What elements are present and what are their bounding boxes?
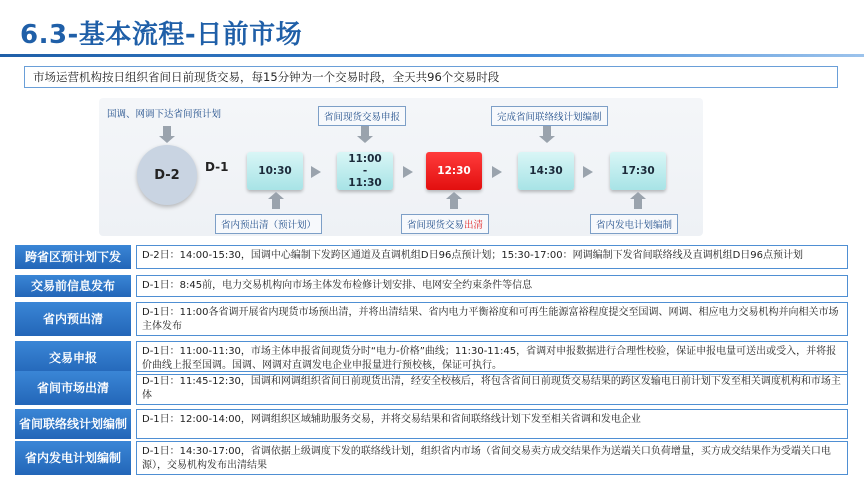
- arrow-up-icon: [450, 199, 458, 209]
- row-text: D-1日：11:45-12:30，国调和网调组织省间日前现货出清，经安全校核后，将包含省间日前现货交易结果的跨区发输电日前计划下发至相关调度机构和市场主体: [136, 371, 848, 405]
- bottom-label-clearing: [401, 214, 489, 234]
- bottom-label-clearing-highlight: 出清: [464, 220, 484, 231]
- row-text: D-1日：11:00-11:30，市场主体申报省间现货分时“电力-价格”曲线；11:30-11:45，省调对申报数据进行合理性校验，保证申报电量可送出或受入，并将报价曲线上报至国调。国调、网调对直调发电企业申报量进行预校核，保证可执行。: [136, 341, 848, 375]
- row-header: 省间市场出清: [15, 371, 131, 405]
- top-label-prelim-plan: 国调、网调下达省间预计划: [107, 109, 222, 120]
- row-header: 交易申报: [15, 341, 131, 375]
- row-text: D-1日：14:30-17:00，省调依据上级调度下发的联络线计划，组织省内市场（省间交易卖方成交结果作为送端关口负荷增量，买方成交结果作为受端关口电源），交易机构发布出清结果: [136, 441, 848, 475]
- table-row: [15, 245, 848, 269]
- time-box: 17:30: [610, 152, 666, 190]
- day-d1-label: D-1: [205, 160, 229, 174]
- arrow-down-icon: [361, 126, 369, 136]
- top-label-declaration: 省间现货交易申报: [318, 106, 406, 126]
- row-header: 省内预出清: [15, 302, 131, 336]
- bottom-label-gen-plan: 省内发电计划编制: [590, 214, 678, 234]
- intro-box: 市场运营机构按日组织省间日前现货交易，每15分钟为一个交易时段，全天共96个交易时段: [24, 66, 838, 88]
- row-header: 跨省区预计划下发: [15, 245, 131, 269]
- arrow-right-icon: [403, 166, 413, 178]
- arrow-up-icon: [272, 199, 280, 209]
- table-row: [15, 302, 848, 336]
- arrow-right-icon: [583, 166, 593, 178]
- title-divider: [0, 54, 864, 57]
- row-header: 省间联络线计划编制: [15, 409, 131, 439]
- time-box-highlight: 12:30: [426, 152, 482, 190]
- time-box: 14:30: [518, 152, 574, 190]
- table-row: [15, 341, 848, 375]
- top-label-tie-line-plan: 完成省间联络线计划编制: [491, 106, 608, 126]
- row-text: D-1日：11:00各省调开展省内现货市场预出清，并将出清结果、省内电力平衡裕度和可再生能源富裕程度提交至国调、网调、相应电力交易机构并向相关市场主体发布: [136, 302, 848, 336]
- row-header: 省内发电计划编制: [15, 441, 131, 475]
- arrow-right-icon: [311, 166, 321, 178]
- time-box: 10:30: [247, 152, 303, 190]
- table-row: [15, 371, 848, 405]
- arrow-down-icon: [543, 126, 551, 136]
- table-row: [15, 441, 848, 475]
- row-text: D-2日：14:00-15:30，国调中心编制下发跨区通道及直调机组D日96点预计划；15:30-17:00：网调编制下发省间联络线及直调机组D日96点预计划: [136, 245, 848, 269]
- row-text: D-1日：12:00-14:00，网调组织区域辅助服务交易，并将交易结果和省间联络线计划下发至相关省调和发电企业: [136, 409, 848, 439]
- page-title: 6.3-基本流程-日前市场: [20, 20, 303, 50]
- arrow-right-icon: [492, 166, 502, 178]
- bottom-label-prelim-clearing: 省内预出清（预计划）: [215, 214, 322, 234]
- row-header: 交易前信息发布: [15, 275, 131, 297]
- time-box: 11:00 - 11:30: [337, 152, 393, 190]
- day-d2-circle: D-2: [137, 145, 197, 205]
- arrow-down-icon: [163, 126, 171, 136]
- row-text: D-1日：8:45前，电力交易机构向市场主体发布检修计划安排、电网安全约束条件等信息: [136, 275, 848, 297]
- table-row: [15, 275, 848, 297]
- arrow-up-icon: [634, 199, 642, 209]
- bottom-label-clearing-prefix: 省间现货交易: [407, 220, 465, 231]
- table-row: [15, 409, 848, 439]
